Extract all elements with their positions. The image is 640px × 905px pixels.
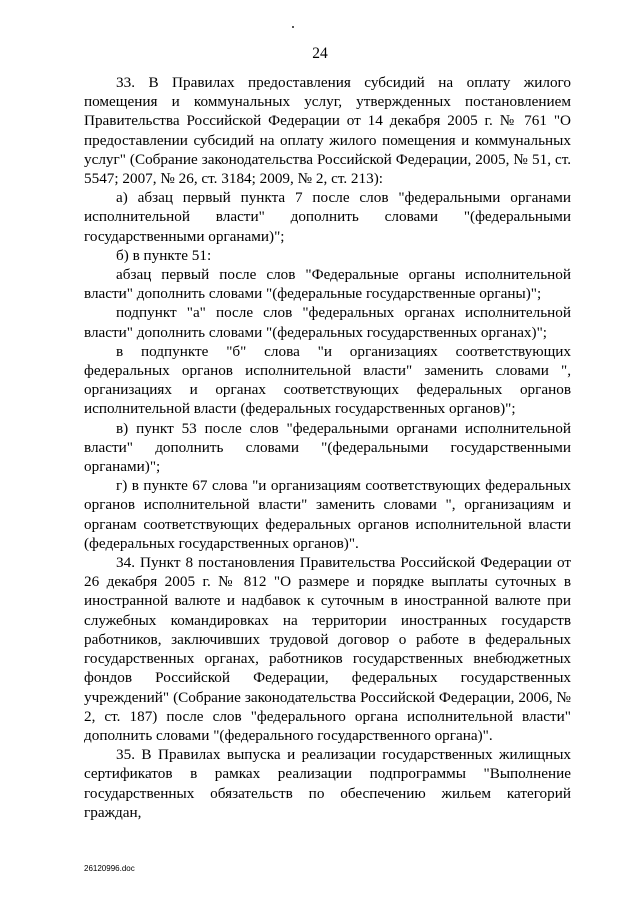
scan-speck: [292, 26, 294, 28]
paragraph-33-v: в) пункт 53 после слов "федеральными органами исполнительной власти" дополнить словами "(федеральными государственными органами)";: [84, 419, 571, 476]
paragraph-33-b-1: абзац первый после слов "Федеральные органы исполнительной власти" дополнить словами "(федеральные государственные органы)";: [84, 266, 571, 303]
paragraph-33-g: г) в пункте 67 слова "и организациям соответствующих федеральных органов исполнительной власти" заменить словами ", организациям и органам соответствующих федеральных органов исполнительной власти (федеральных государственных органов)".: [84, 477, 571, 552]
page-number: 24: [312, 45, 328, 62]
paragraph-35: 35. В Правилах выпуска и реализации государственных жилищных сертификатов в рамках реализации подпрограммы "Выполнение государственных обязательств по обеспечению жильем категорий граждан,: [84, 746, 571, 821]
paragraph-33: 33. В Правилах предоставления субсидий на оплату жилого помещения и коммунальных услуг, утвержденных постановлением Правительства Российской Федерации от 14 декабря 2005 г. № 761 "О предоставлении субсидий на оплату жилого помещения и коммунальных услуг" (Собрание законодательства Российской Федерации, 2005, № 51, ст. 5547; 2007, № 26, ст. 3184; 2009, № 2, ст. 213):: [84, 74, 571, 188]
paragraph-34: 34. Пункт 8 постановления Правительства Российской Федерации от 26 декабря 2005 г. № 812 "О размере и порядке выплаты суточных в иностранной валюте и надбавок к суточным в иностранной валюте при служебных командировках на территории иностранных государств работников, заключивших трудовой договор о работе в федеральных государственных органах, работников государственных внебюджетных фондов Российской Федерации, федеральных государственных учреждений" (Собрание законодательства Российской Федерации, 2006, № 2, ст. 187) после слов "федерального органа исполнительной власти" дополнить словами "(федерального государственного органа)".: [84, 554, 571, 744]
paragraph-33-b-2: подпункт "а" после слов "федеральных органах исполнительной власти" дополнить словами "(федеральных государственных органах)";: [84, 304, 571, 341]
paragraph-33-b-3: в подпункте "б" слова "и организациях соответствующих федеральных органов исполнительной власти" заменить словами ", организациях и органах соответствующих федеральных органов исполнительной власти (федеральных государственных органов)";: [84, 342, 571, 418]
footer-filename: 26120996.doc: [84, 864, 135, 873]
paragraph-33-b: б) в пункте 51:: [116, 246, 212, 264]
paragraph-33-a: а) абзац первый пункта 7 после слов "федеральными органами исполнительной власти" дополнить словами "(федеральными государственными органами)";: [84, 189, 571, 245]
document-body: [84, 73, 571, 822]
